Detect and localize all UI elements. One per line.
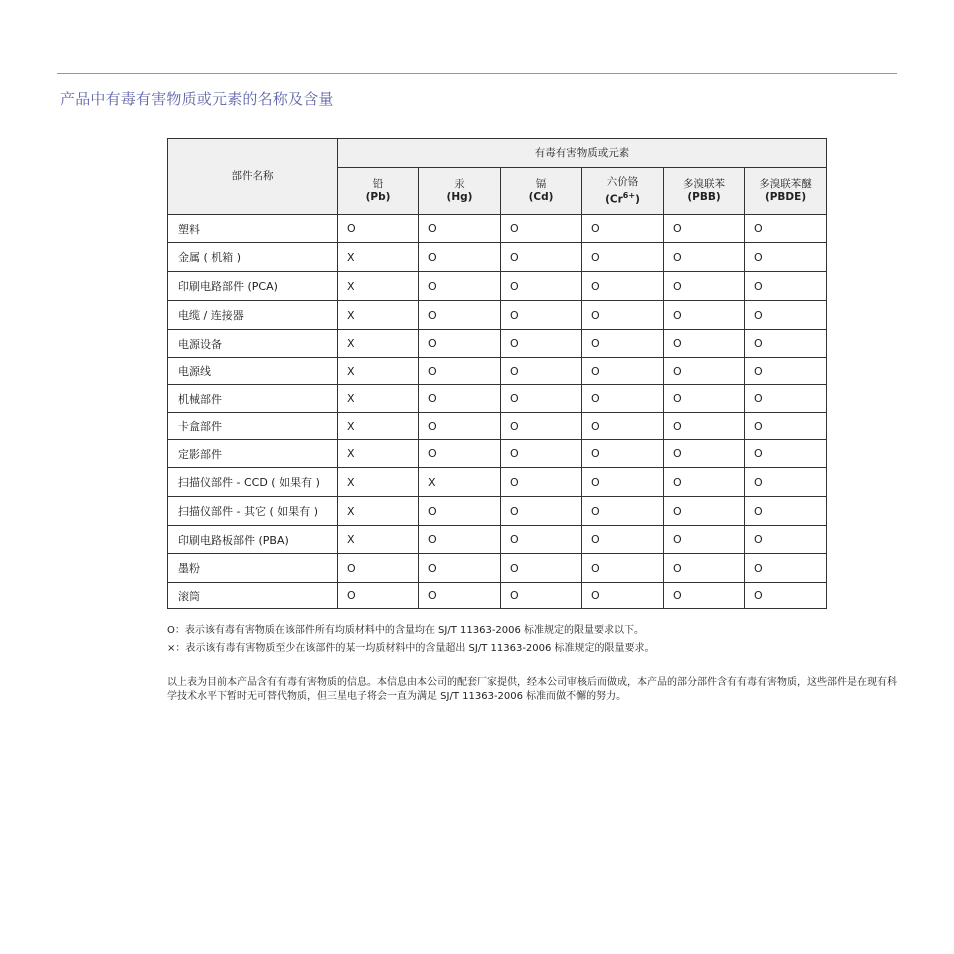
mark-cell: O <box>664 497 745 526</box>
mark-cell: O <box>501 554 582 583</box>
part-name-cell: 印刷电路板部件 (PBA) <box>168 526 338 554</box>
mark-cell: O <box>745 468 827 497</box>
mark-cell: O <box>419 215 501 243</box>
x-note: ×：表示该有毒有害物质至少在该部件的某一均质材料中的含量超出 SJ/T 11363-2006 标准规定的限量要求。 <box>167 643 655 654</box>
substance-symbol: (Cd) <box>528 191 554 203</box>
table-row <box>168 497 827 526</box>
mark-cell: O <box>745 301 827 330</box>
mark-cell: X <box>419 468 501 497</box>
part-name-cell: 墨粉 <box>168 554 338 583</box>
table-row <box>168 215 827 243</box>
mark-cell: O <box>664 301 745 330</box>
mark-cell: O <box>745 215 827 243</box>
table-row <box>168 526 827 554</box>
mark-cell: X <box>338 243 419 272</box>
mark-cell: O <box>664 272 745 301</box>
mark-cell: O <box>745 330 827 358</box>
substance-group-header: 有毒有害物质或元素 <box>338 139 827 168</box>
mark-cell: O <box>419 583 501 609</box>
table-row <box>168 385 827 413</box>
part-name-cell: 电缆 / 连接器 <box>168 301 338 330</box>
mark-cell: O <box>501 497 582 526</box>
disclosure-statement: 以上表为目前本产品含有有毒有害物质的信息。本信息由本公司的配套厂家提供，经本公司审核后而做成，本产品的部分部件含有有毒有害物质，这些部件是在现有科学技术水平下暂时无可替代物质，但三星电子将会一直为满足 SJ/T 11363-2006 标准而做不懈的努力。 <box>167 677 897 702</box>
mark-cell: O <box>582 554 664 583</box>
mark-cell: O <box>501 413 582 440</box>
table-row <box>168 330 827 358</box>
mark-cell: O <box>338 583 419 609</box>
substance-name: 多溴联苯醚 <box>759 178 812 190</box>
mark-cell: O <box>582 385 664 413</box>
mark-cell: O <box>419 243 501 272</box>
mark-cell: O <box>664 583 745 609</box>
o-note: O：表示该有毒有害物质在该部件所有均质材料中的含量均在 SJ/T 11363-2006 标准规定的限量要求以下。 <box>167 625 645 636</box>
mark-cell: O <box>664 468 745 497</box>
mark-cell: O <box>745 243 827 272</box>
part-name-cell: 塑料 <box>168 215 338 243</box>
mark-cell: O <box>582 526 664 554</box>
mark-cell: O <box>745 583 827 609</box>
substance-header <box>501 168 582 215</box>
mark-cell: X <box>338 413 419 440</box>
mark-cell: X <box>338 497 419 526</box>
part-name-cell: 电源设备 <box>168 330 338 358</box>
mark-cell: O <box>419 554 501 583</box>
mark-cell: X <box>338 330 419 358</box>
mark-cell: O <box>501 440 582 468</box>
mark-cell: O <box>338 554 419 583</box>
mark-cell: O <box>582 301 664 330</box>
table-row <box>168 413 827 440</box>
mark-cell: O <box>745 554 827 583</box>
mark-cell: O <box>419 301 501 330</box>
mark-cell: X <box>338 358 419 385</box>
part-name-cell: 卡盒部件 <box>168 413 338 440</box>
substance-header <box>338 168 419 215</box>
part-name-cell: 滚筒 <box>168 583 338 609</box>
mark-cell: O <box>582 497 664 526</box>
part-name-cell: 印刷电路部件 (PCA) <box>168 272 338 301</box>
mark-cell: X <box>338 301 419 330</box>
mark-cell: X <box>338 385 419 413</box>
mark-cell: O <box>664 385 745 413</box>
mark-cell: O <box>664 330 745 358</box>
mark-cell: O <box>745 413 827 440</box>
table-row <box>168 243 827 272</box>
table-row <box>168 440 827 468</box>
table-row <box>168 554 827 583</box>
part-name-cell: 扫描仪部件 - CCD ( 如果有 ) <box>168 468 338 497</box>
table-row <box>168 301 827 330</box>
mark-cell: O <box>582 243 664 272</box>
substance-header <box>664 168 745 215</box>
mark-cell: O <box>419 440 501 468</box>
mark-cell: O <box>664 526 745 554</box>
table-row <box>168 272 827 301</box>
mark-cell: O <box>582 440 664 468</box>
substance-symbol: (Pb) <box>365 191 391 203</box>
mark-cell: O <box>501 526 582 554</box>
substance-header <box>582 168 664 215</box>
mark-cell: O <box>664 215 745 243</box>
mark-cell: O <box>745 358 827 385</box>
table-row <box>168 583 827 609</box>
substance-symbol: (PBB) <box>687 191 721 203</box>
mark-cell: O <box>745 440 827 468</box>
mark-cell: X <box>338 468 419 497</box>
mark-cell: O <box>582 215 664 243</box>
substance-name: 多溴联苯 <box>683 178 725 190</box>
substance-name: 铅 <box>372 178 384 190</box>
table-row <box>168 358 827 385</box>
part-name-header: 部件名称 <box>168 139 338 215</box>
mark-cell: O <box>501 330 582 358</box>
mark-cell: O <box>664 554 745 583</box>
mark-cell: O <box>745 385 827 413</box>
substance-symbol: $(Cr^{6+})$ <box>605 190 640 206</box>
mark-cell: O <box>338 215 419 243</box>
mark-cell: O <box>501 272 582 301</box>
mark-cell: O <box>419 526 501 554</box>
page-title: 产品中有毒有害物质或元素的名称及含量 <box>60 90 334 108</box>
hazardous-substance-table <box>167 138 827 609</box>
mark-cell: O <box>745 497 827 526</box>
mark-cell: O <box>419 385 501 413</box>
mark-cell: O <box>582 413 664 440</box>
mark-cell: O <box>582 583 664 609</box>
substance-name: 汞 <box>454 178 465 190</box>
mark-cell: O <box>419 358 501 385</box>
mark-cell: O <box>582 358 664 385</box>
substance-header <box>745 168 827 215</box>
mark-cell: O <box>501 358 582 385</box>
mark-cell: O <box>664 413 745 440</box>
mark-cell: X <box>338 440 419 468</box>
mark-cell: X <box>338 272 419 301</box>
substance-name: 六价铬 <box>606 175 639 188</box>
top-divider <box>57 73 897 74</box>
mark-cell: O <box>419 272 501 301</box>
mark-cell: O <box>501 468 582 497</box>
substance-name: 镉 <box>535 178 547 190</box>
mark-cell: O <box>501 301 582 330</box>
mark-cell: O <box>419 330 501 358</box>
mark-cell: O <box>501 243 582 272</box>
mark-cell: O <box>664 243 745 272</box>
mark-cell: O <box>501 583 582 609</box>
mark-cell: O <box>664 358 745 385</box>
table-row <box>168 468 827 497</box>
mark-cell: O <box>745 272 827 301</box>
mark-cell: O <box>582 468 664 497</box>
substance-symbol: (Hg) <box>446 191 473 203</box>
part-name-cell: 金属 ( 机箱 ) <box>168 243 338 272</box>
part-name-cell: 机械部件 <box>168 385 338 413</box>
mark-cell: O <box>582 330 664 358</box>
substance-header <box>419 168 501 215</box>
substance-symbol: (PBDE) <box>764 191 807 203</box>
mark-cell: O <box>419 497 501 526</box>
mark-cell: O <box>745 526 827 554</box>
mark-cell: O <box>501 385 582 413</box>
mark-cell: O <box>582 272 664 301</box>
part-name-cell: 扫描仪部件 - 其它 ( 如果有 ) <box>168 497 338 526</box>
mark-cell: X <box>338 526 419 554</box>
mark-cell: O <box>419 413 501 440</box>
mark-cell: O <box>501 215 582 243</box>
legend-notes <box>167 622 655 658</box>
mark-cell: O <box>664 440 745 468</box>
part-name-cell: 定影部件 <box>168 440 338 468</box>
part-name-cell: 电源线 <box>168 358 338 385</box>
